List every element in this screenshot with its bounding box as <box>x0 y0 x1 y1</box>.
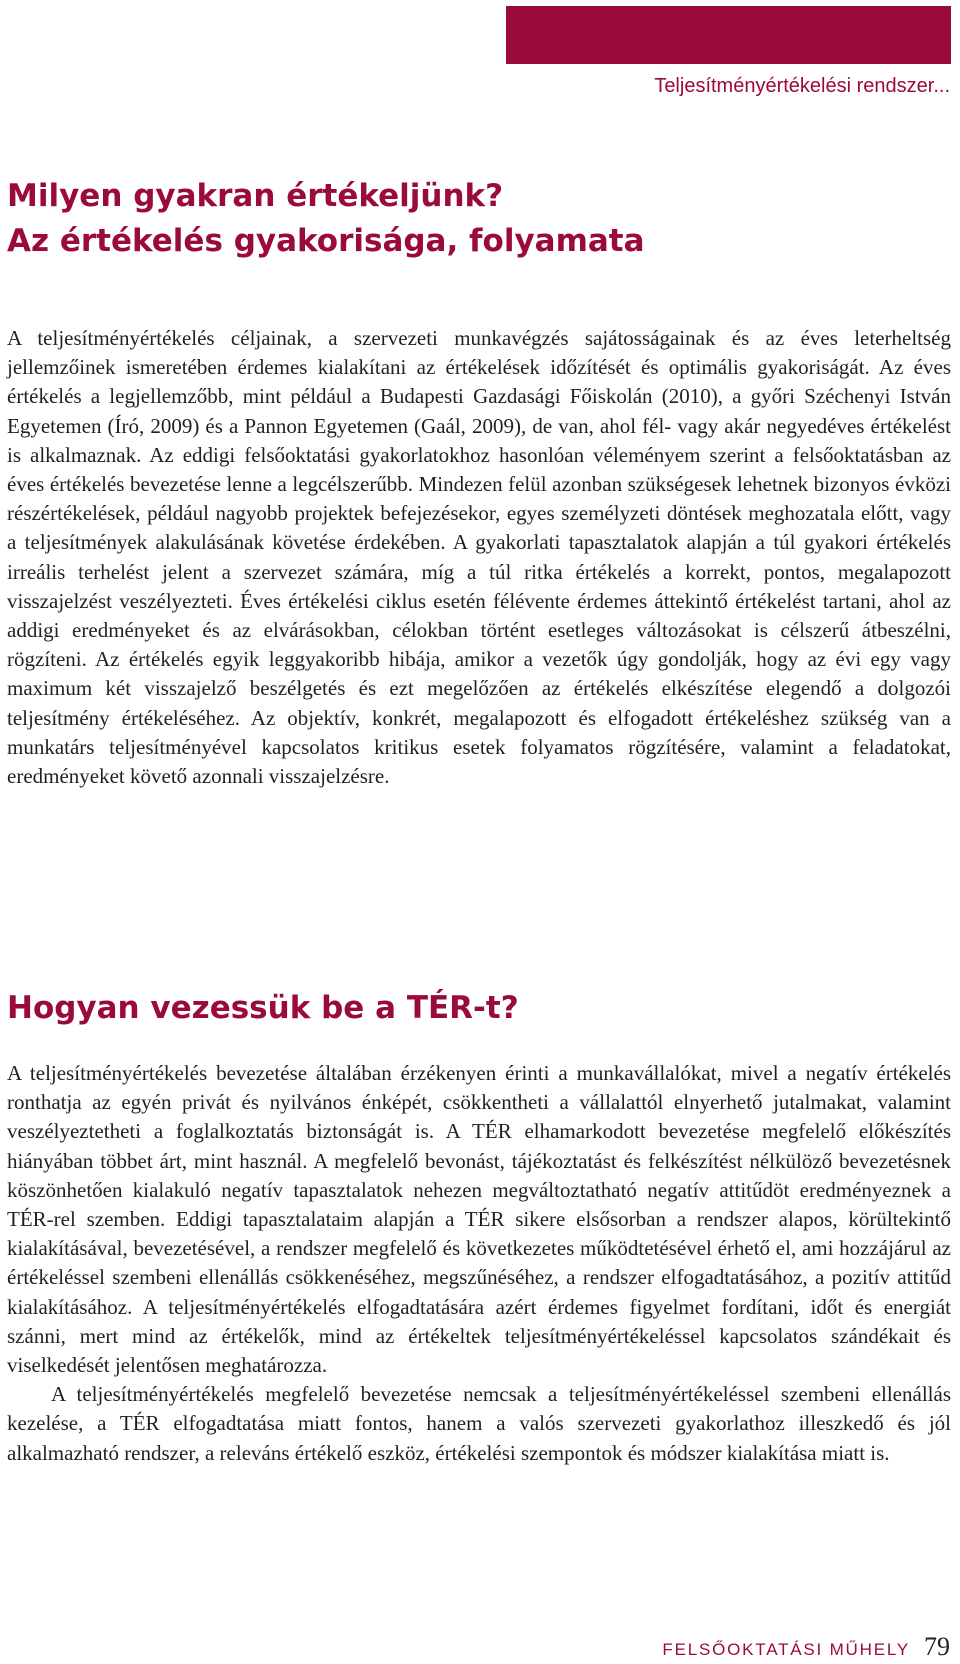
page-footer <box>662 1632 950 1662</box>
body-paragraph: A teljesítményértékelés bevezetése általában érzékenyen érinti a munkavállalókat, mivel a negatív értékelés ronthatja az egyén privát és nyilvános énképét, csökkentheti a vállalattól elnyerhető jutalmakat, valamint veszélyeztetheti a foglalkoztatás biztonságát is. A TÉR elhamarkodott bevezetése megfelelő előkészítés hiányában többet árt, mint használ. A megfelelő bevonást, tájékoztatást és felkészítést nélkülöző bevezetésnek köszönhetően kialakuló negatív tapasztalatok nehezen megváltoztatható negatív attitűdöt eredményeznek a TÉR-rel szemben. Eddigi tapasztalataim alapján a TÉR sikere elsősorban a rendszer alapos, körültekintő kialakításával, bevezetésével, a rendszer megfelelő és következetes működtetésével érhető el, ami hozzájárul az értékeléssel szembeni ellenállás csökkenéséhez, megszűnéséhez, a rendszer elfogadtatásához, a pozitív attitűd kialakításához. A teljesítményértékelés elfogadtatására azért érdemes figyelmet fordítani, időt és energiát szánni, mert mind az értékelők, mind az értékeltek teljesítményértékeléssel kapcsolatos szándékait és viselkedését jelentősen meghatározza. <box>7 1061 951 1378</box>
body-paragraph: A teljesítményértékelés céljainak, a szervezeti munkavégzés sajátosságainak és az éves leterheltség jellemzőinek ismeretében érdemes kialakítani az értékelések időzítését és optimális gyakoriságát. Az éves értékelés a legjellemzőbb, mint például a Budapesti Gazdasági Főiskolán (2010), a győri Széchenyi István Egyetemen (Író, 2009) és a Pannon Egyetemen (Gaál, 2009), de van, ahol fél- vagy akár negyedéves értékelést is alkalmaznak. Az eddigi felsőoktatási gyakorlatokhoz hasonlóan véleményem szerint a felsőoktatásban az éves értékelés bevezetése lenne a legcélszerűbb. Mindezen felül azonban szükségesek lehetnek bizonyos évközi részértékelések, például nagyobb projektek befejezésekor, egyes személyzeti döntések meghozatala előtt, vagy a teljesítmények alakulásának követése érdekében. A gyakorlati tapasztalatok alapján a túl gyakori értékelés irreális terhelést jelent a szervezet számára, míg a túl ritka értékelés a korrekt, pontos, megalapozott visszajelzést veszélyezteti. Éves értékelési ciklus esetén félévente érdemes áttekintő értékelést tartani, ahol az addigi eredményeket és az elvárásokban, célokban történt esetleges változásokat is célszerű átbeszélni, rögzíteni. Az értékelés egyik leggyakoribb hibája, amikor a vezetők úgy gondolják, hogy az évi egy vagy maximum két visszajelző beszélgetés és ezt megelőzően az értékelés elkészítése elegendő a dolgozói teljesítmény értékeléséhez. Az objektív, konkrét, megalapozott és elfogadott értékeléshez szükség van a munkatárs teljesítményével kapcsolatos kritikus esetek folyamatos rögzítésére, valamint a feladatokat, eredményeket követő azonnali visszajelzésre. <box>7 326 951 789</box>
section-heading: Hogyan vezessük be a TÉR-t? <box>7 990 519 1026</box>
heading-line-2: Az értékelés gyakorisága, folyamata <box>7 223 645 259</box>
heading-line-1: Milyen gyakran értékeljünk? <box>7 178 504 214</box>
section-introduction-body <box>7 1059 951 1468</box>
section-frequency <box>7 174 951 264</box>
running-head: Teljesítményértékelési rendszer... <box>654 75 950 97</box>
section-frequency-body <box>7 324 951 791</box>
body-paragraph-indented: A teljesítményértékelés megfelelő bevezetése nemcsak a teljesítményértékeléssel szembeni ellenállás kezelése, a TÉR elfogadtatása miatt fontos, hanem a valós szervezeti gyakorlathoz illeszkedő és jól alkalmazható rendszer, a releváns értékelő eszköz, értékelési szempontok és módszer kialakítása miatt is. <box>7 1382 951 1465</box>
journal-name: FELSŐOKTATÁSI MŰHELY <box>662 1640 910 1659</box>
section-introduction <box>7 986 951 1031</box>
header-color-bar <box>506 6 951 64</box>
page-number: 79 <box>924 1632 950 1661</box>
section-heading <box>7 174 951 264</box>
